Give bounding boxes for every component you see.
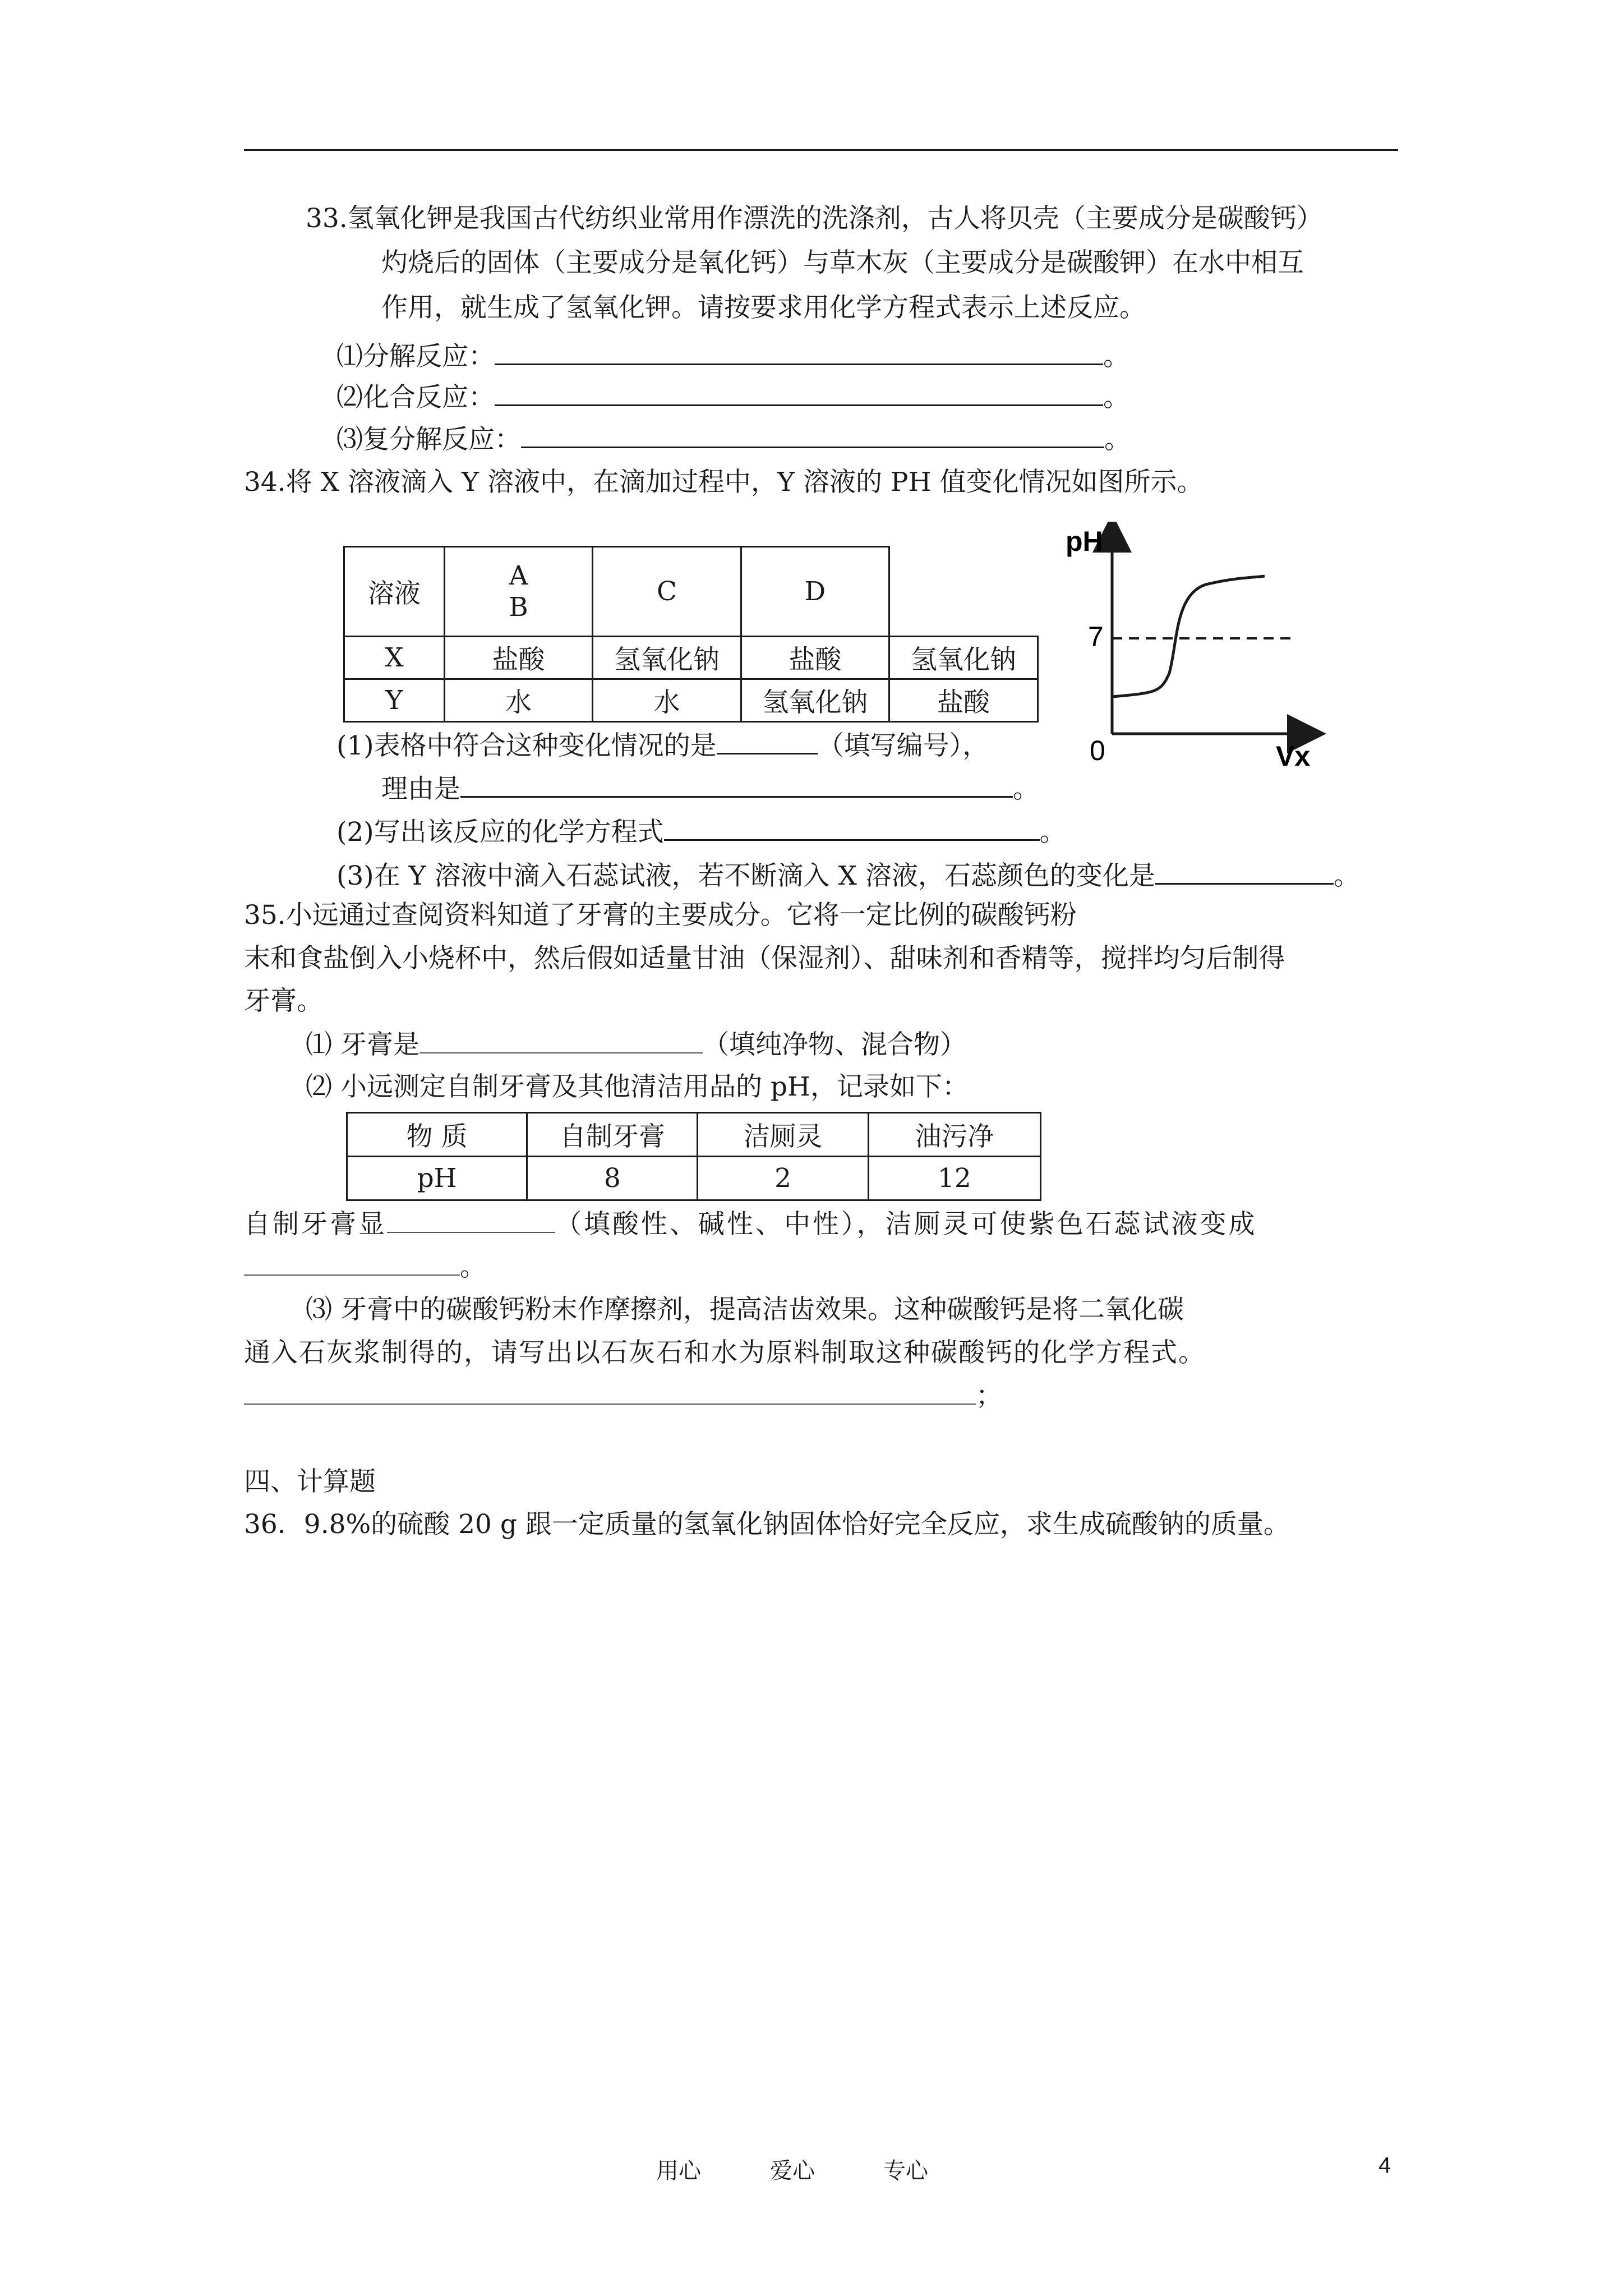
footer-motto-3: 专心 (883, 2158, 928, 2184)
q34-table-cell: 盐酸 (741, 637, 889, 679)
q35-sub1-blank[interactable] (419, 1028, 703, 1053)
q34-table-cell: 盐酸 (444, 637, 592, 679)
graph-y-label: pH (1066, 526, 1103, 557)
q35-table-cell: pH (347, 1157, 527, 1200)
q35-line7-blank[interactable] (244, 1379, 976, 1405)
q35-sub3: ⑶ 牙膏中的碳酸钙粉末作摩擦剂，提高洁齿效果。这种碳酸钙是将二氧化碳 (306, 1294, 1184, 1325)
q34-sub3-end: 。 (1333, 861, 1360, 891)
q35-table-cell: 8 (527, 1157, 698, 1200)
q34-sub2 (336, 815, 1066, 849)
q35-line6: 通入石灰浆制得的，请写出以石灰石和水为原料制取这种碳酸钙的化学方程式。 (244, 1337, 1206, 1368)
q35-stem-line3: 牙膏。 (244, 986, 323, 1016)
q33-sub2-blank[interactable] (495, 380, 1103, 406)
q34-table-cell: 水 (593, 679, 741, 722)
q33-sub1-end: 。 (1103, 341, 1129, 372)
q34-table-row (344, 637, 1038, 679)
q33-sub2 (336, 380, 1129, 415)
graph-y-tick-7: 7 (1088, 621, 1104, 652)
q34-table-cell: X (344, 637, 445, 679)
q34-table-header-cell: D (741, 547, 889, 637)
q35-sub1-note: （填纯净物、混合物） (702, 1029, 966, 1060)
q34-sub3 (336, 858, 1360, 893)
q35-line5 (244, 1250, 486, 1284)
q35-line4-blank[interactable] (387, 1207, 555, 1233)
q34-sub1-reason-label: 理由是 (381, 774, 460, 804)
q34-table-cell: 氢氧化钠 (741, 679, 889, 722)
q34-sub1-note: （填写编号）， (817, 730, 989, 761)
q35-line5-blank[interactable] (244, 1250, 460, 1276)
q34-table-cell: 氢氧化钠 (593, 637, 741, 679)
q34-sub2-end: 。 (1039, 817, 1066, 848)
q34-sub2-blank[interactable] (664, 815, 1040, 841)
q34-sub1-reason-end: 。 (1013, 774, 1039, 804)
q33-sub1-blank[interactable] (495, 339, 1103, 365)
q33-sub1-label: ⑴分解反应： (336, 341, 495, 372)
q35-line4-label: 自制牙膏显 (244, 1209, 387, 1240)
footer-motto-1: 用心 (656, 2158, 701, 2184)
q33-stem-line3: 作用，就生成了氢氧化钾。请按要求用化学方程式表示上述反应。 (381, 292, 1146, 323)
q34-table-header-row (344, 547, 1038, 637)
q35-table-header-cell: 洁厕灵 (698, 1113, 868, 1157)
q34-ph-graph (1066, 522, 1329, 769)
q34-table (343, 546, 1039, 723)
q35-table-row (347, 1157, 1041, 1200)
q33-sub3-blank[interactable] (521, 422, 1104, 448)
q34-table-cell: 氢氧化钠 (889, 637, 1038, 679)
q36-stem: 36．9.8%的硫酸 20 g 跟一定质量的氢氧化钠固体恰好完全反应，求生成硫酸钠的质量。 (244, 1509, 1290, 1540)
q34-table-cell: Y (344, 679, 445, 722)
q35-table-header-cell: 物 质 (347, 1113, 527, 1157)
q34-sub2-label: (2)写出该反应的化学方程式 (336, 817, 664, 848)
q35-table (346, 1112, 1041, 1201)
q34-table-header-empty (889, 547, 1038, 637)
q33-sub1 (336, 339, 1129, 374)
q33-sub2-label: ⑵化合反应： (336, 382, 495, 413)
q35-line7 (244, 1379, 1002, 1413)
q34-table-cell: 盐酸 (889, 679, 1038, 722)
q34-sub1-reason (381, 771, 1039, 806)
q34-table-row (344, 679, 1038, 722)
q34-table-header-a: A (509, 560, 528, 591)
q34-table-header-cell-ab (444, 547, 592, 637)
q35-sub1-label: ⑴ 牙膏是 (306, 1029, 419, 1060)
q33-sub2-end: 。 (1103, 382, 1129, 413)
q34-sub1-blank[interactable] (717, 728, 818, 754)
graph-x-label: Vx (1276, 740, 1311, 769)
q33-stem-line2: 灼烧后的固体（主要成分是氧化钙）与草木灰（主要成分是碳酸钾）在水中相互 (381, 247, 1304, 278)
section-4-title: 四、计算题 (244, 1466, 376, 1497)
q35-table-cell: 2 (698, 1157, 868, 1200)
q34-sub1 (336, 728, 989, 763)
q35-stem-line2: 末和食盐倒入小烧杯中，然后假如适量甘油（保湿剂）、甜味剂和香精等，搅拌均匀后制得 (244, 943, 1285, 974)
q35-table-cell: 12 (868, 1157, 1040, 1200)
q35-line4-note: （填酸性、碱性、中性），洁厕灵可使紫色石蕊试液变成 (555, 1209, 1257, 1240)
q33-sub3-label: ⑶复分解反应： (336, 424, 521, 455)
q35-line7-end: ； (976, 1381, 1002, 1411)
q34-table-header-cell: C (593, 547, 741, 637)
header-rule (244, 149, 1398, 151)
q35-line5-end: 。 (460, 1251, 486, 1282)
q33-sub3-end: 。 (1104, 424, 1131, 455)
q34-table-header-b: B (509, 591, 528, 623)
q35-stem-line1: 35.小远通过查阅资料知道了牙膏的主要成分。它将一定比例的碳酸钙粉 (244, 900, 1077, 931)
q34-sub3-blank[interactable] (1155, 858, 1334, 885)
q35-table-header-cell: 自制牙膏 (527, 1113, 698, 1157)
q34-sub1-label: (1)表格中符合这种变化情况的是 (336, 730, 717, 761)
q33-sub3 (336, 422, 1131, 457)
q34-stem: 34.将 X 溶液滴入 Y 溶液中，在滴加过程中，Y 溶液的 PH 值变化情况如图所示。 (244, 467, 1204, 498)
page-number: 4 (1378, 2153, 1391, 2178)
q35-sub1 (306, 1028, 966, 1062)
q34-table-header-cell: 溶液 (344, 547, 445, 637)
q35-table-header-cell: 油污净 (868, 1113, 1040, 1157)
q33-stem-line1: 33.氢氧化钾是我国古代纺织业常用作漂洗的洗涤剂，古人将贝壳（主要成分是碳酸钙） (306, 203, 1323, 234)
q34-sub1-reason-blank[interactable] (460, 771, 1013, 798)
graph-ph-curve (1112, 576, 1265, 697)
q35-sub2: ⑵ 小远测定自制牙膏及其他清洁用品的 pH，记录如下： (306, 1071, 969, 1102)
q34-sub3-label: (3)在 Y 溶液中滴入石蕊试液，若不断滴入 X 溶液，石蕊颜色的变化是 (336, 861, 1155, 891)
q35-table-header-row (347, 1113, 1041, 1157)
footer-motto-2: 爱心 (770, 2158, 815, 2184)
q35-line4 (244, 1207, 1257, 1241)
graph-origin: 0 (1090, 735, 1105, 766)
q34-table-cell: 水 (444, 679, 592, 722)
